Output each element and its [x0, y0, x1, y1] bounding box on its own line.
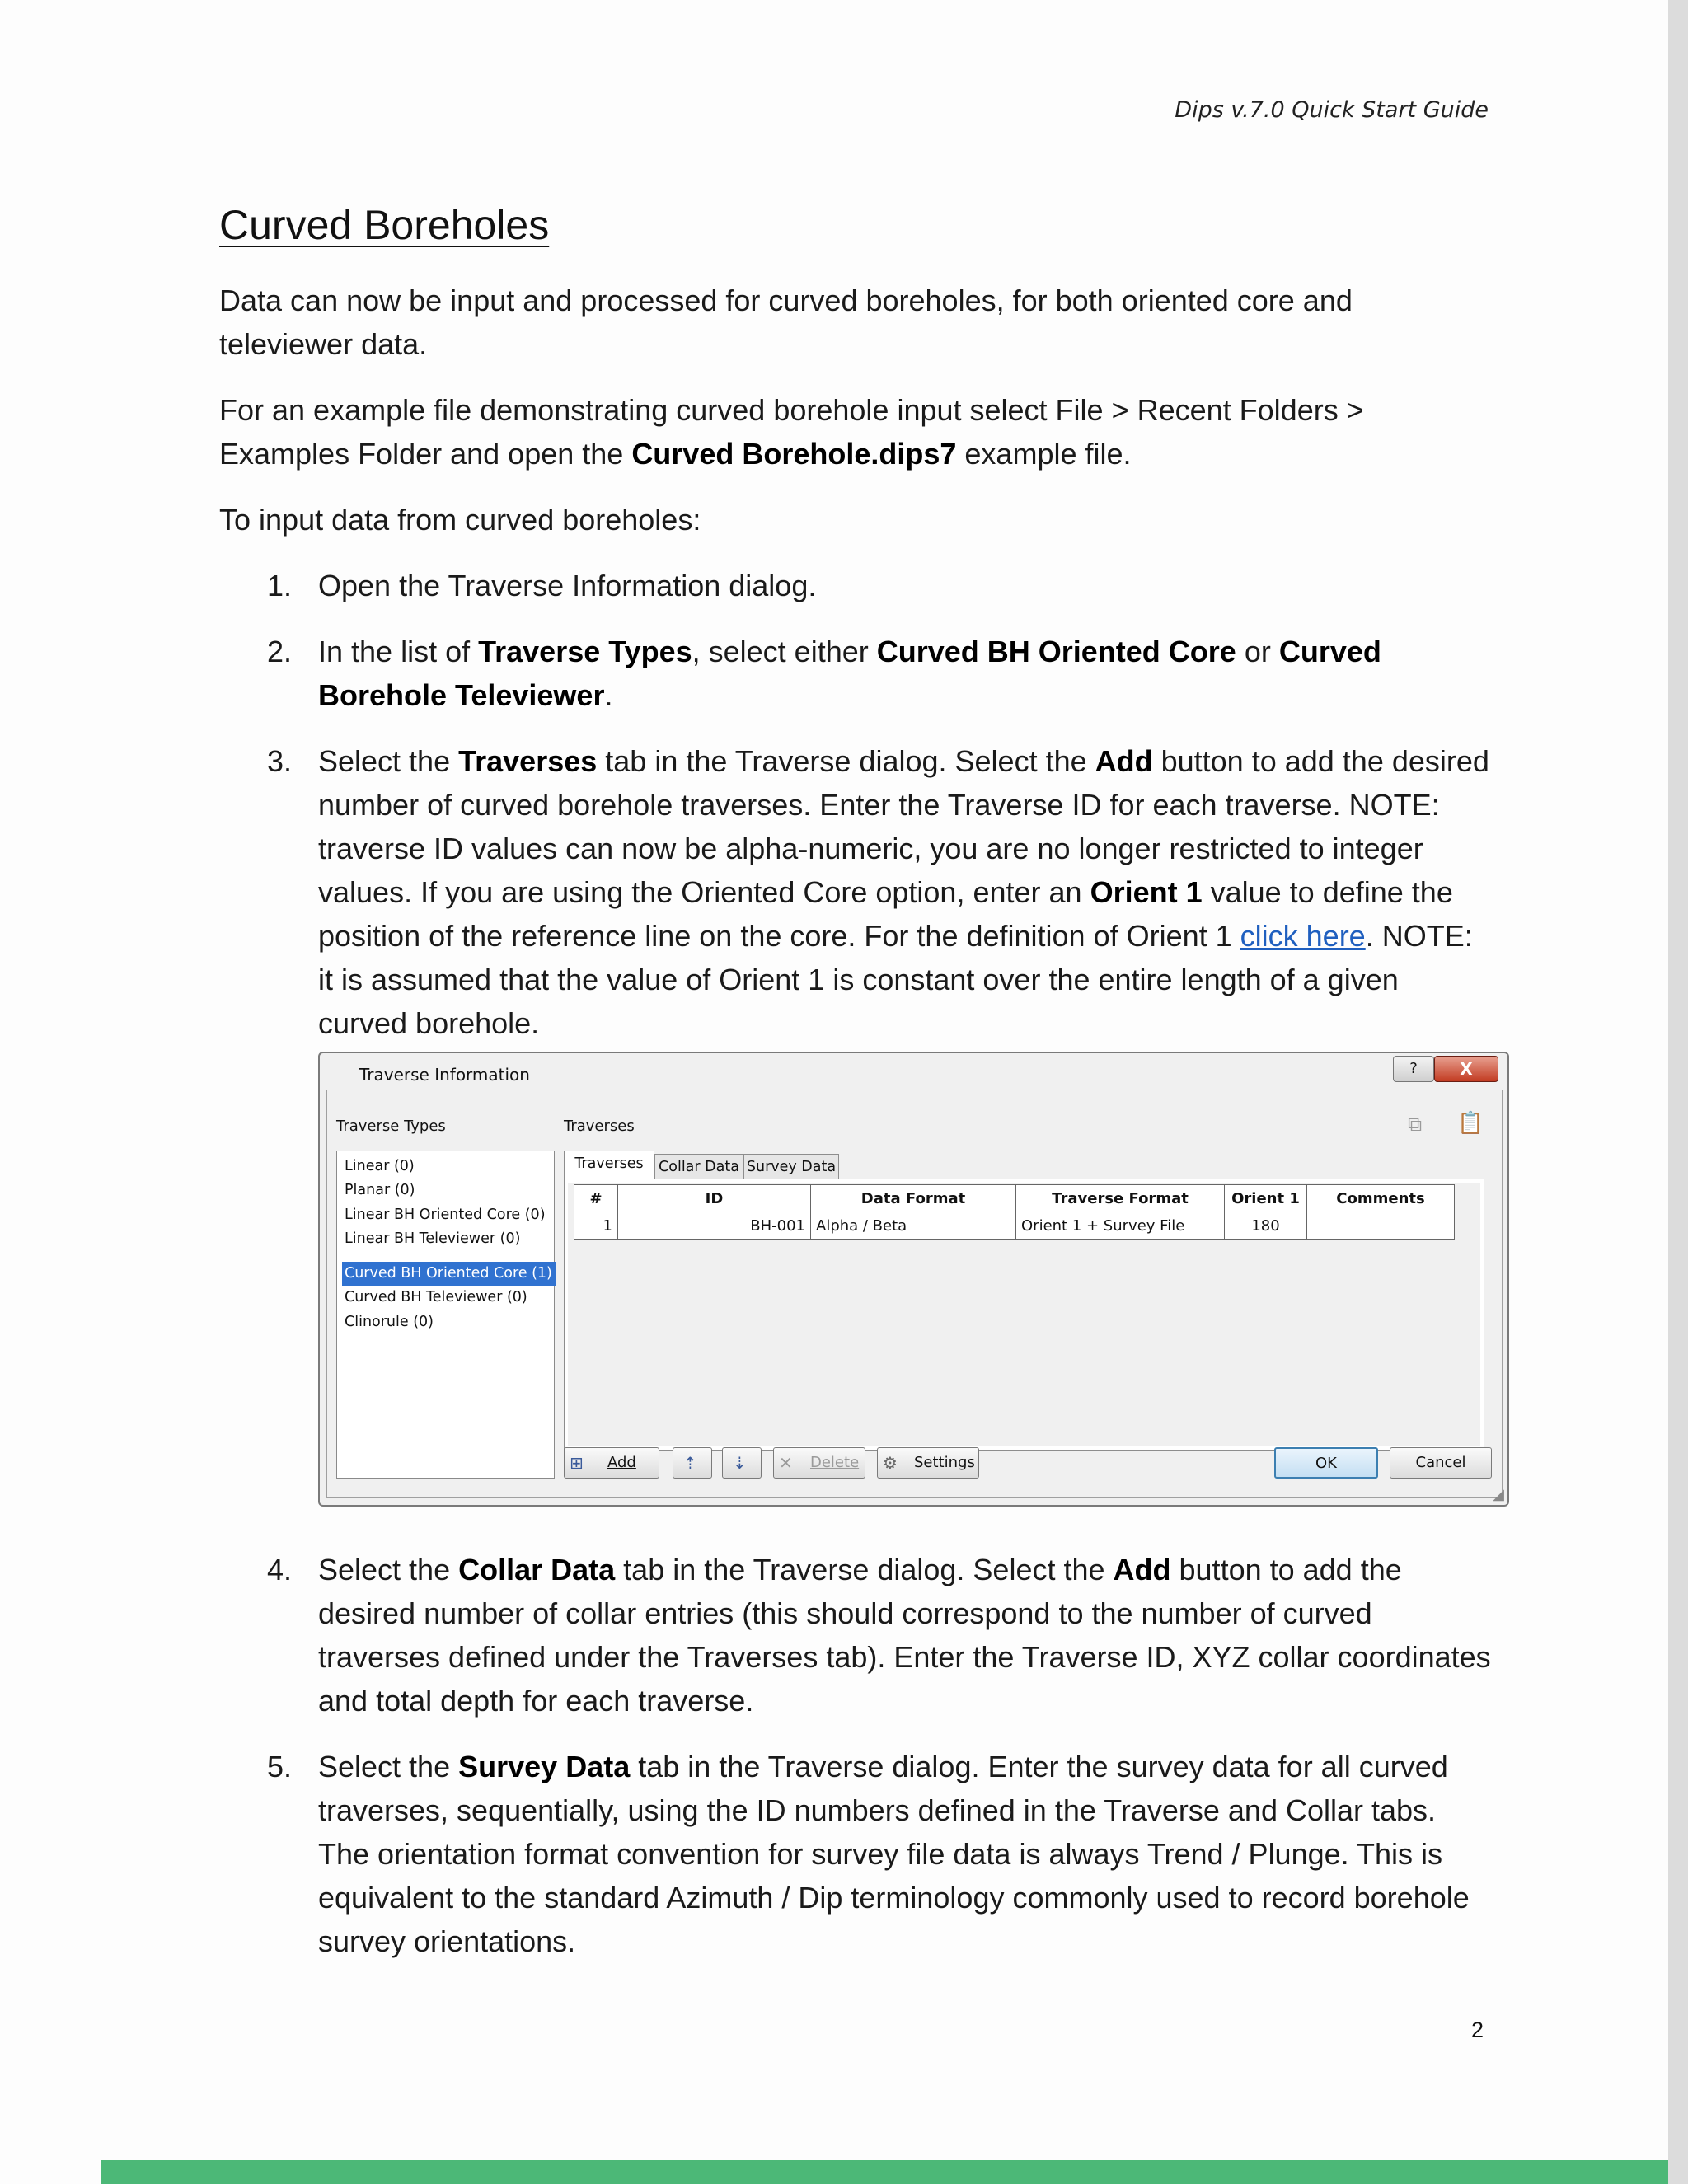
copy-icon[interactable]: ⧉ — [1408, 1113, 1423, 1136]
tab-collar-data[interactable]: Collar Data — [654, 1154, 743, 1179]
column-header-traverse-format[interactable]: Traverse Format — [1016, 1185, 1225, 1212]
delete-icon: ✕ — [779, 1453, 793, 1473]
add-button[interactable]: ⊞ Add — [564, 1447, 659, 1479]
step-number: 2. — [267, 635, 293, 668]
table-header-row — [574, 1185, 1455, 1212]
document-body — [219, 279, 1504, 1985]
cell-data-format[interactable]: Alpha / Beta — [811, 1212, 1016, 1240]
add-row-icon: ⊞ — [570, 1453, 584, 1473]
help-button[interactable]: ? — [1393, 1056, 1434, 1082]
insert-row-below-button[interactable] — [722, 1447, 762, 1479]
step-number: 4. — [267, 1553, 293, 1586]
column-header-id[interactable]: ID — [618, 1185, 811, 1212]
step-2: 2. In the list of Traverse Types, select either Curved BH Oriented Core or Curved Borehole Televiewer. — [219, 630, 1493, 717]
step-number: 5. — [267, 1750, 293, 1783]
cell-number[interactable]: 1 — [574, 1212, 618, 1240]
page-number: 2 — [1470, 2018, 1484, 2042]
scrollbar[interactable] — [1668, 0, 1688, 2184]
traverses-grid-area — [568, 1183, 1480, 1446]
cell-id[interactable]: BH-001 — [618, 1212, 811, 1240]
close-button[interactable]: X — [1434, 1056, 1498, 1082]
example-filename: Curved Borehole.dips7 — [631, 437, 957, 471]
cell-orient-1[interactable]: 180 — [1225, 1212, 1307, 1240]
resize-grip-icon[interactable]: ◢ — [1493, 1486, 1504, 1503]
steps-intro: To input data from curved boreholes: — [219, 503, 701, 537]
step-1: 1. Open the Traverse Information dialog. — [219, 564, 1493, 607]
step-number: 3. — [267, 744, 293, 778]
footer-bar — [101, 2160, 1668, 2184]
traverse-types-label: Traverse Types — [336, 1118, 446, 1135]
traverse-type-curved-bh-televiewer[interactable]: Curved BH Televiewer (0) — [345, 1289, 528, 1306]
tab-traverses[interactable]: Traverses — [564, 1151, 654, 1180]
gear-icon: ⚙ — [883, 1453, 898, 1473]
insert-row-below-icon: ⇣ — [733, 1453, 747, 1473]
insert-row-above-button[interactable] — [673, 1447, 712, 1479]
traverse-type-planar[interactable]: Planar (0) — [345, 1182, 415, 1199]
cancel-button[interactable]: Cancel — [1390, 1447, 1492, 1479]
table-row[interactable] — [574, 1212, 1455, 1240]
traverse-type-clinorule[interactable]: Clinorule (0) — [345, 1313, 434, 1330]
step-5: 5. Select the Survey Data tab in the Traverse dialog. Enter the survey data for all curved traverses, sequentially, using the ID numbers defined in the Traverse and Collar tabs. The orientation format convention for survey file data is always Trend / Plunge. This is equivalent to the standard Azimuth / Dip terminology commonly used to record borehole survey orientations. — [219, 1745, 1493, 1963]
paste-icon[interactable]: 📋 — [1457, 1111, 1484, 1136]
ok-button[interactable]: OK — [1274, 1447, 1378, 1479]
column-header-number[interactable]: # — [574, 1185, 618, 1212]
traverses-table — [574, 1184, 1455, 1240]
step-4: 4. Select the Collar Data tab in the Traverse dialog. Select the Add button to add the desired number of collar entries (this should correspond to the number of curved traverses defined under the Traverses tab). Enter the Traverse ID, XYZ collar coordinates and total depth for each traverse. — [219, 1548, 1493, 1722]
traverse-type-linear-bh-oriented-core[interactable]: Linear BH Oriented Core (0) — [345, 1206, 546, 1223]
traverse-type-linear[interactable]: Linear (0) — [345, 1158, 415, 1174]
dialog-title: Traverse Information — [359, 1065, 530, 1085]
column-header-comments[interactable]: Comments — [1307, 1185, 1455, 1212]
steps-list — [219, 564, 1504, 1963]
column-header-data-format[interactable]: Data Format — [811, 1185, 1016, 1212]
traverse-types-list — [336, 1151, 555, 1479]
cell-comments[interactable] — [1307, 1212, 1455, 1240]
traverses-label: Traverses — [564, 1118, 635, 1135]
traverse-information-dialog — [318, 1052, 1509, 1507]
traverses-panel — [564, 1179, 1484, 1451]
example-paragraph: For an example file demonstrating curved borehole input select File > Recent Folders > Examples Folder and open the Curved Borehole.dips7 example file. — [219, 393, 1364, 471]
traverse-type-curved-bh-oriented-core[interactable]: Curved BH Oriented Core (1) — [342, 1262, 556, 1286]
page-header: Dips v.7.0 Quick Start Guide — [1175, 97, 1489, 123]
orient-1-definition-link[interactable]: click here — [1240, 919, 1366, 953]
step-number: 1. — [267, 569, 293, 602]
cell-traverse-format[interactable]: Orient 1 + Survey File — [1016, 1212, 1225, 1240]
step-3: 3. Select the Traverses tab in the Traverse dialog. Select the Add button to add the desired number of curved borehole traverses. Enter the Traverse ID for each traverse. NOTE: traverse ID values can now be alpha-numeric, you are no longer restricted to integer values. If you are using the Oriented Core option, enter an Orient 1 value to define the position of the reference line on the core. For the definition of Orient 1 click here. NOTE: it is assumed that the value of Orient 1 is constant over the entire length of a given curved borehole. Traverse Information ? X Traverse Types Traverses ⧉ 📋 Linear (0) Planar (0) Linear BH Oriented Core (0) Linear BH Televiewer (0) Curved BH Oriented Core (1) Curved BH Televiewer (0) Clinorule (0) Traverses Collar Data Survey Data # ID Data Format Traverse Format Orient 1 Comments 1 BH-001 Alpha / Beta Orient 1 + Survey File 180 ⊞ Add ⇡ ⇣ ✕ Delete ⚙ Settings OK Cancel ◢ — [219, 739, 1493, 1507]
delete-button[interactable]: ✕ Delete — [773, 1447, 865, 1479]
settings-button[interactable]: ⚙ Settings — [877, 1447, 979, 1479]
column-header-orient-1[interactable]: Orient 1 — [1225, 1185, 1307, 1212]
section-title: Curved Boreholes — [219, 202, 550, 248]
traverse-type-linear-bh-televiewer[interactable]: Linear BH Televiewer (0) — [345, 1230, 521, 1247]
intro-paragraph: Data can now be input and processed for curved boreholes, for both oriented core and televiewer data. — [219, 284, 1353, 361]
insert-row-above-icon: ⇡ — [683, 1453, 697, 1473]
tab-survey-data[interactable]: Survey Data — [743, 1154, 839, 1179]
